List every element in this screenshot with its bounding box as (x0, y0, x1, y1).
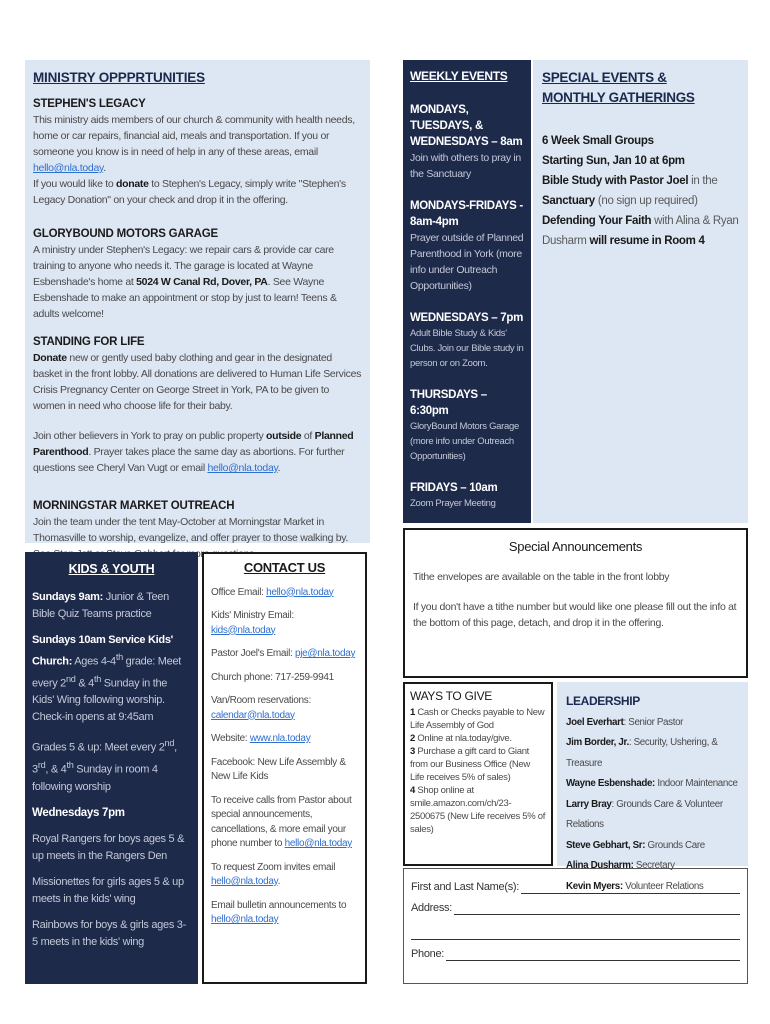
weekly-event-item (410, 102, 524, 182)
stephens-email-link[interactable]: hello@nla.today (33, 162, 104, 174)
phone-field-line[interactable] (446, 947, 740, 961)
leadership-title: LEADERSHIP (566, 694, 640, 708)
contact-us-title: CONTACT US (243, 560, 326, 575)
give-item: 3 Purchase a gift card to Giant from our Business Office (New Life receives 5% of sales) (410, 746, 530, 783)
kids-sunday9: Sundays 9am: Junior & Teen Bible Quiz Teams practice (32, 591, 169, 620)
contact-zoom: To request Zoom invites email hello@nla.today. (211, 861, 336, 887)
contact-phone: Church phone: 717-259-9941 (211, 671, 334, 683)
kids-email-link[interactable]: kids@nla.today (211, 624, 276, 636)
weekly-event-desc: Zoom Prayer Meeting (410, 498, 496, 509)
phone-label: Phone: (411, 948, 445, 960)
contact-calls: To receive calls from Pastor about special announcements, cancellations, & more email your phone number to hello@nla.today (211, 794, 352, 849)
leader-item: Wayne Esbenshade: Indoor Maintenance (566, 778, 738, 789)
special-announcements-panel (403, 528, 748, 678)
contact-us-panel (202, 552, 367, 984)
name-field-line[interactable] (521, 880, 740, 894)
contact-website: Website: www.nla.today (211, 733, 311, 744)
leader-item: Steve Gebhart, Sr: Grounds Care (566, 839, 705, 851)
stephens-legacy-heading: STEPHEN'S LEGACY (33, 98, 146, 110)
morningstar-heading: MORNINGSTAR MARKET OUTREACH (33, 500, 235, 512)
weekly-event-title: FRIDAYS – 10am (410, 482, 498, 494)
morningstar-text: Join the team under the tent May-October at Morningstar Market in Thomasville to worship, evangelize, and offer prayer to those walking by. (33, 516, 349, 544)
phone-field-row (411, 944, 740, 965)
ways-to-give-panel (403, 682, 553, 866)
leader-item: Jim Border, Jr.: Security, Ushering, & Treasure (566, 737, 718, 769)
give-item: 2 Online at nla.today/give. (410, 733, 512, 744)
weekly-event-item (410, 198, 524, 294)
kids-grades: Grades 5 & up: Meet every 2nd, 3rd, & 4th Sunday in room 4 following worship (32, 738, 177, 793)
weekly-event-item (410, 480, 524, 511)
contact-bulletin: Email bulletin announcements to hello@nla.today (211, 899, 347, 925)
name-field-row (411, 877, 740, 898)
contact-facebook: Facebook: New Life Assembly & New Life Kids (211, 756, 346, 782)
special-events-title: SPECIAL EVENTS & MONTHLY GATHERINGS (542, 70, 695, 105)
kids-rainbows: Rainbows for boys & girls ages 3-5 meets in the kids' wing (32, 918, 186, 948)
leader-item: Joel Everhart: Senior Pastor (566, 716, 684, 728)
weekly-events-title: WEEKLY EVENTS (410, 69, 508, 83)
ways-to-give-title: WAYS TO GIVE (410, 689, 492, 703)
standing-donate-text: Donate new or gently used baby clothing and gear in the designated basket in the front lobby. All donations are delivered to Human Life Services Crisis Pregnancy Center on George Street in York, PA to be given to women in need who choose life for their baby. (33, 352, 362, 412)
weekly-event-desc: Join with others to pray in the Sanctuary (410, 152, 521, 180)
weekly-event-desc: Prayer outside of Planned Parenthood in York (more info under Outreach Opportunities) (410, 232, 524, 292)
leader-item: Larry Bray: Grounds Care & Volunteer Relations (566, 798, 723, 830)
address-field-row (411, 898, 740, 919)
standing-for-life-heading: STANDING FOR LIFE (33, 336, 145, 348)
bulletin-email-link[interactable]: hello@nla.today (211, 914, 279, 925)
kids-youth-title: KIDS & YOUTH (68, 562, 155, 576)
give-item: 4 Shop online at smile.amazon.com/ch/23-2500675 (New Life receives 5% of sales) (410, 785, 546, 835)
joel-email-link[interactable]: pje@nla.today (294, 648, 356, 659)
website-link[interactable]: www.nla.today (249, 733, 311, 744)
contact-kids-email: Kids' Ministry Email: kids@nla.today (211, 610, 294, 636)
leader-item: Kevin Myers: Volunteer Relations (566, 880, 704, 892)
kids-youth-panel (25, 552, 198, 984)
give-item: 1 Cash or Checks payable to New Life Assembly of God (410, 707, 545, 731)
kids-wednesdays-heading: Wednesdays 7pm (32, 806, 125, 819)
weekly-event-item (410, 310, 524, 371)
kids-missionettes: Missionettes for girls ages 5 & up meets in the kids' wing (32, 875, 184, 905)
special-event-text: 6 Week Small Groups Starting Sun, Jan 10 at 6pm Bible Study with Pastor Joel in the Sanctuary (no sign up required) Defending Your Faith with Alina & Ryan Dusharm will resume in Room 4 (542, 135, 739, 247)
ministry-title: MINISTRY OPPPRTUNITIES (33, 70, 205, 85)
address-field-line[interactable] (454, 901, 740, 915)
contact-van-room: Van/Room reservations: calendar@nla.today (211, 695, 311, 721)
calls-email-link[interactable]: hello@nla.today (284, 838, 352, 849)
stephens-donate-text: If you would like to donate to Stephen's Legacy, simply write "Stephen's Legacy Donation" on your check and drop it in the offering. (33, 178, 346, 206)
leader-item: Alina Dusharm: Secretary (566, 860, 675, 871)
special-events-panel (533, 60, 748, 523)
standing-prayer-text: Join other believers in York to pray on public property outside of Planned Parenthood. Prayer takes place the same day as abortions. For further questions see Cheryl Van Vugt or email hello@nla.today. (33, 430, 354, 474)
announcement-tithe-number: If you don't have a tithe number but would like one please fill out the info at the bottom of this page, detach, and drop it in the offering. (413, 601, 737, 629)
kids-sunday10: Sundays 10am Service Kids' Church: Ages 4-4th grade: Meet every 2nd & 4th Sunday in the Kids' Wing following worship. Check-in opens at 9:45am (32, 634, 182, 724)
ministry-opportunities-panel (25, 60, 370, 543)
glorybound-text: A ministry under Stephen's Legacy: we repair cars & provide car care training to anyone who needs it. The garage is located at Wayne Esbenshade's home at 5024 W Canal Rd, Dover, PA. See Wayne Esbenshade to make an appointment or stop by just to learn! Teens & adults welcome! (33, 244, 337, 320)
contact-joel-email: Pastor Joel's Email: pje@nla.today (211, 648, 356, 659)
stephens-legacy-text: This ministry aids members of our church & community with health needs, home or car repairs, financial aid, meals and transportation. If you or someone you know is in need of help in any of these areas, email hello@nla.today. (33, 114, 355, 174)
weekly-event-desc: GloryBound Motors Garage (more info under Outreach Opportunities) (410, 421, 519, 462)
weekly-event-title: WEDNESDAYS – 7pm (410, 312, 524, 324)
contact-office-email: Office Email: hello@nla.today (211, 586, 334, 598)
zoom-email-link[interactable]: hello@nla.today (211, 876, 278, 887)
weekly-event-desc: Adult Bible Study & Kids' Clubs. Join our Bible study in person or on Zoom. (410, 328, 524, 369)
weekly-event-item (410, 387, 524, 464)
weekly-events-panel (403, 60, 531, 523)
standing-email-link[interactable]: hello@nla.today (207, 462, 278, 474)
kids-royal-rangers: Royal Rangers for boys ages 5 & up meets in the Rangers Den (32, 832, 185, 862)
name-label: First and Last Name(s): (411, 881, 520, 893)
leadership-panel (557, 682, 748, 892)
weekly-event-title: MONDAYS, TUESDAYS, & WEDNESDAYS – 8am (410, 104, 523, 148)
announcement-tithe-envelopes: Tithe envelopes are available on the table in the front lobby (413, 571, 670, 583)
weekly-event-title: MONDAYS-FRIDAYS - 8am-4pm (410, 200, 523, 228)
weekly-event-title: THURSDAYS – 6:30pm (410, 389, 487, 417)
address-continuation-line[interactable] (411, 919, 740, 940)
address-label: Address: (411, 902, 453, 914)
calendar-email-link[interactable]: calendar@nla.today (211, 709, 295, 721)
office-email-link[interactable]: hello@nla.today (266, 586, 334, 598)
glorybound-heading: GLORYBOUND MOTORS GARAGE (33, 228, 218, 240)
tithe-info-form (403, 868, 748, 984)
announcements-title: Special Announcements (508, 539, 643, 554)
